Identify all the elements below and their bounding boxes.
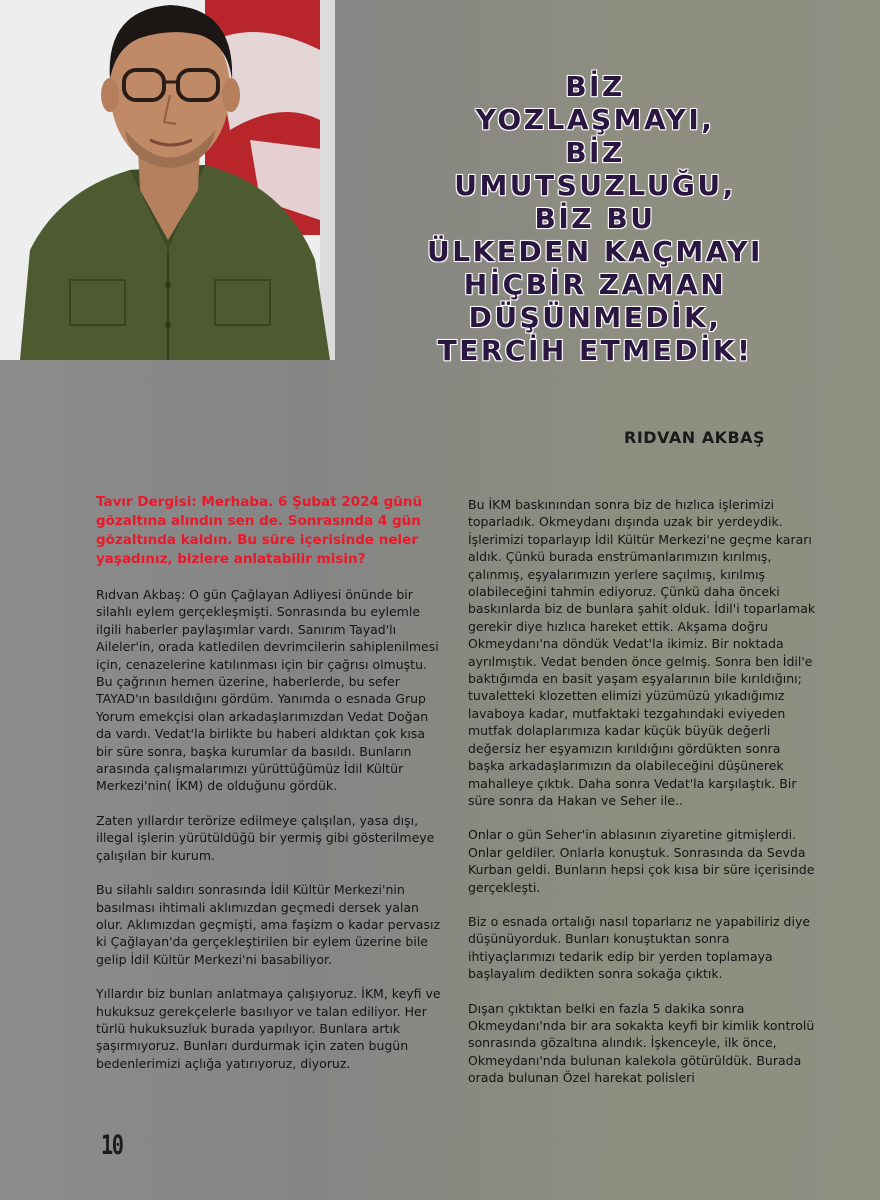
- headline-line: UMUTSUZLUĞU,: [454, 169, 736, 202]
- article-column-right: [468, 496, 818, 1104]
- page-number: 10: [101, 1130, 123, 1161]
- article-column-left: [96, 493, 441, 1089]
- portrait-illustration: [0, 0, 335, 360]
- paragraph: Biz o esnada ortalığı nasıl toparlarız ne yapabiliriz diye düşünüyorduk. Bunları konuştuktan sonra ihtiyaçlarımızı tedarik edip bir yerden toplamaya başlayalım dedikten sonra sokağa çıktık.: [468, 913, 811, 982]
- paragraph: Onlar o gün Seher'in ablasının ziyaretine gitmişlerdi. Onlar geldiler. Onlarla konuştuk. Sonrasında da Sevda Kurban geldi. Bunların hepsi çok kısa bir süre içerisinde gerçekleşti.: [468, 827, 815, 895]
- headline-line: YOZLAŞMAYI,: [475, 103, 715, 136]
- paragraph: Bu İKM baskınından sonra biz de hızlıca işlerimizi toparladık. Okmeydanı dışında uzak bir yerdeydik. İşlerimizi toparlayıp İdil Kültür Merkezi'ne geçme kararı aldık. Çünkü burada enstrümanlarımızın kırılmış, çalınmış, eşyalarımızın yerlere saçılmış, kırılmış olabileceğini tahmin ediyoruz. Çünkü daha önceki baskınlarda biz de bunlara şahit olduk. İdil'i toparlamak gerekir diye hızlıca hareket ettik. Akşama doğru Okmeydanı'na döndük Vedat'la ikimiz. Bir noktada ayrılmıştık. Vedat benden önce gelmiş. Sonra ben İdil'e baktığımda en basit yaşam eşyalarının bile kırıldığını; tuvaletteki klozetten elimizi yüzümüzü yıkadığımız lavaboya kadar, mutfaktaki tezgahındaki eviyeden mutfak dolaplarımıza kadar küçük büyük değerli değersiz her eşyamızın kırıldığını gördükten sonra başka arkadaşlarımızın da olabileceğini düşünerek mahalleye çıktık. Daha sonra Vedat'la karşılaştık. Bir süre sonra da Hakan ve Seher ile..: [468, 497, 816, 808]
- headline-line: HİÇBİR ZAMAN: [463, 268, 727, 301]
- headline: [350, 70, 840, 367]
- headline-line: BİZ: [565, 70, 625, 103]
- paragraph: Yıllardır biz bunları anlatmaya çalışıyoruz. İKM, keyfi ve hukuksuz gerekçelerle basılıyor ve talan ediliyor. Her türlü hukuksuzluk burada yapılıyor. Bunlara artık şaşırmıyoruz. Bunları durdurmak için zaten bugün bedenlerimizi açlığa yatırıyoruz, diyoruz.: [96, 986, 441, 1071]
- headline-line: TERCİH ETMEDİK!: [437, 334, 753, 367]
- paragraph: Bu silahlı saldırı sonrasında İdil Kültür Merkezi'nin basılması ihtimali aklımızdan geçmedi dersek yalan olur. Aklımızdan geçmişti, ama faşizm o kadar pervasız ki Çağlayan'da gerçekleştirilen bir eylem üzerine bile gelip İdil Kültür Merkezi'ni basabiliyor.: [96, 882, 441, 967]
- paragraph: Rıdvan Akbaş: O gün Çağlayan Adliyesi önünde bir silahlı eylem gerçekleşmişti. Sonrasında bu eylemle ilgili haberler paylaşımlar vardı. Sanırım Tayad'lı Aileler'in, orada katledilen devrimcilerin sahiplenilmesi için, cenazelerine katılınması için bir çağrısı olmuştu. Bu çağrının hemen üzerine, haberlerde, bu sefer TAYAD'ın basıldığını gördüm. Yanımda o esnada Grup Yorum emekçisi olan arkadaşlarımızdan Vedat Doğan da vardı. Vedat'la birlikte bu haberi aldıktan çok kısa bir süre sonra, başka kurumlar da basıldı. Bunların arasında çalışmalarımızı yürüttüğümüz İdil Kültür Merkezi'nin( İKM) de olduğunu gördük.: [96, 587, 439, 794]
- headline-line: BİZ: [565, 136, 625, 169]
- paragraph: Dışarı çıktıktan belki en fazla 5 dakika sonra Okmeydanı'nda bir ara sokakta keyfi bir kimlik kontrolü sonrasında gözaltına alındık. İşkenceyle, ilk önce, Okmeydanı'nda bulunan kalekola götürüldük. Burada orada bulunan Özel harekat polisleri: [468, 1000, 815, 1086]
- interview-question: Tavır Dergisi: Merhaba. 6 Şubat 2024 günü gözaltına alındın sen de. Sonrasında 4 gün gözaltında kaldın. Bu süre içerisinde neler yaşadınız, bizlere anlatabilir misin?: [96, 494, 423, 567]
- headline-line: DÜŞÜNMEDİK,: [468, 301, 722, 334]
- author-photo: [0, 0, 335, 360]
- headline-line: ÜLKEDEN KAÇMAYI: [427, 235, 763, 268]
- headline-line: BİZ BU: [534, 202, 656, 235]
- author-name: RIDVAN AKBAŞ: [624, 428, 766, 447]
- paragraph: Zaten yıllardır terörize edilmeye çalışılan, yasa dışı, illegal işlerin yürütüldüğü bir yermiş gibi gösterilmeye çalışılan bir kurum.: [96, 812, 435, 863]
